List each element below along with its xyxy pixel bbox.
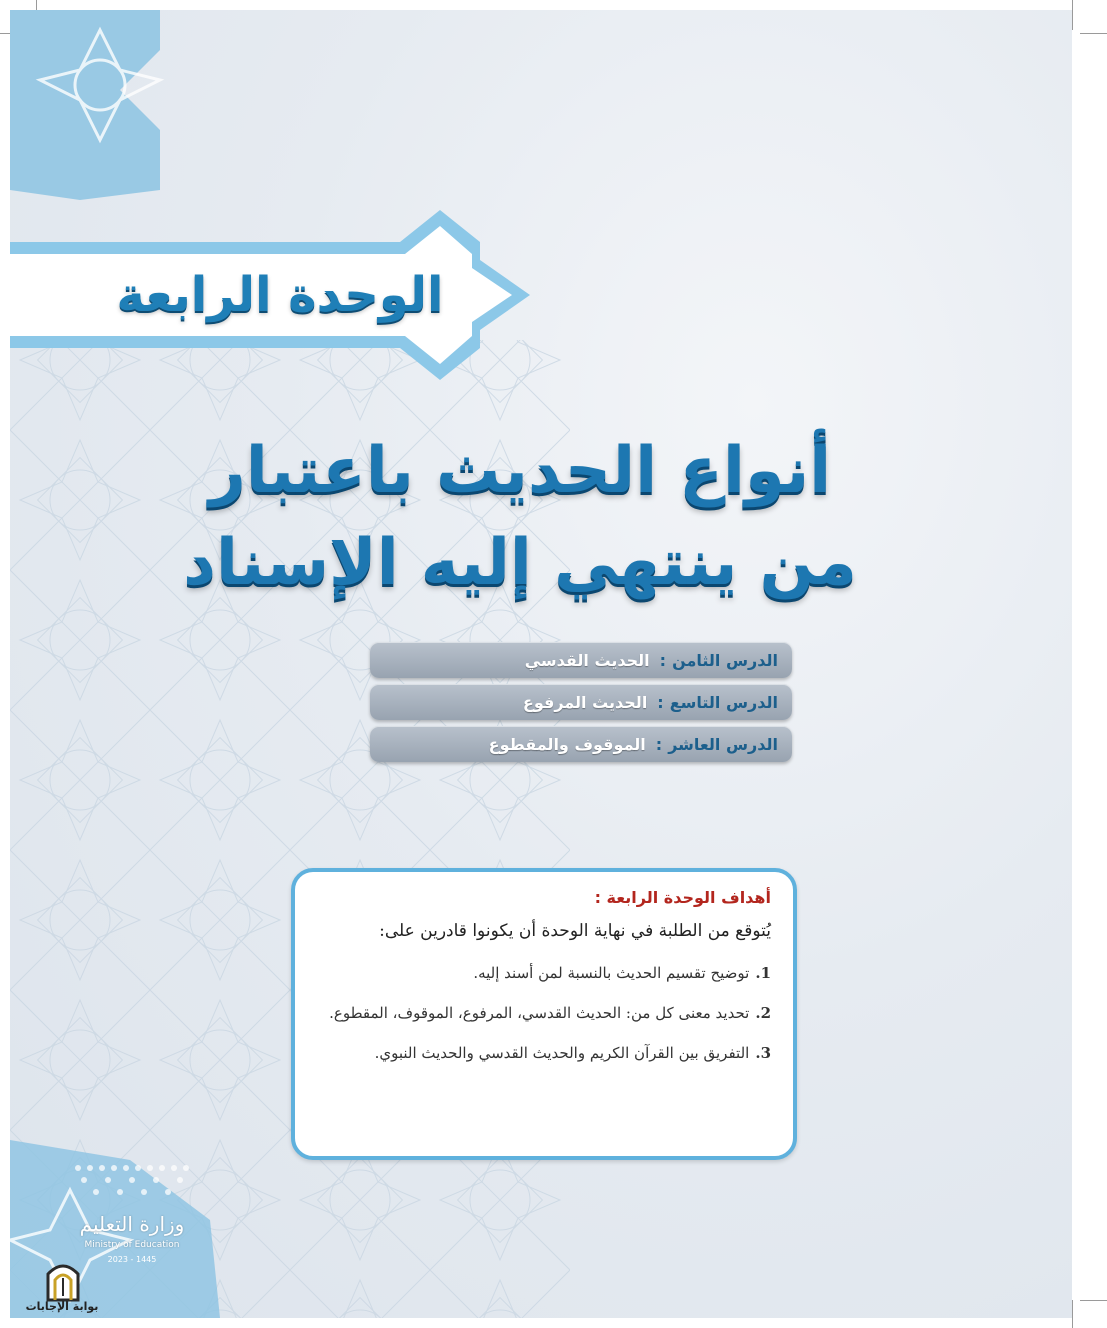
lesson-name: الموقوف والمقطوع [488, 734, 646, 754]
lesson-number: الدرس الثامن [672, 650, 778, 670]
ministry-name-arabic: وزارة التعليم [79, 1212, 185, 1236]
main-title-line-2: من ينتهي إليه الإسناد [183, 526, 857, 600]
crop-mark [1072, 1300, 1073, 1328]
lesson-bar [370, 642, 792, 678]
goals-heading: أهداف الوحدة الرابعة : [594, 888, 771, 907]
lesson-bar [370, 684, 792, 720]
main-title [170, 425, 870, 609]
lesson-name: الحديث المرفوع [522, 692, 648, 712]
crop-mark [1080, 1300, 1107, 1301]
lesson-name: الحديث القدسي [524, 650, 650, 670]
goal-item [315, 1039, 771, 1067]
goal-item [315, 959, 771, 987]
crop-mark [1072, 0, 1073, 30]
goals-intro: يُتوقع من الطلبة في نهاية الوحدة أن يكونوا قادرين على: [379, 921, 771, 941]
ministry-name-english: Ministry of Education [84, 1240, 180, 1250]
lesson-bar [370, 726, 792, 762]
goal-item [315, 999, 771, 1027]
goal-text: التفريق بين القرآن الكريم والحديث القدسي والحديث النبوي. [374, 1044, 750, 1062]
lesson-separator: : [657, 692, 664, 712]
lesson-number: الدرس التاسع [669, 692, 778, 712]
goal-number: 1. [755, 964, 771, 982]
goal-number: 3. [755, 1044, 771, 1062]
answers-portal-label: بوابة الإجابات [25, 1300, 99, 1313]
page [10, 10, 1072, 1318]
lessons-list [370, 642, 792, 768]
crop-mark [1080, 33, 1107, 34]
goal-text: توضيح تقسيم الحديث بالنسبة لمن أسند إليه. [473, 964, 750, 982]
ministry-year: 2023 - 1445 [107, 1255, 157, 1264]
lesson-separator: : [659, 650, 667, 670]
unit-goals-box [291, 868, 797, 1160]
main-title-line-1: أنواع الحديث باعتبار [208, 434, 832, 508]
goal-number: 2. [755, 1004, 771, 1022]
goal-text: تحديد معنى كل من: الحديث القدسي، المرفوع، الموقوف، المقطوع. [329, 1004, 750, 1022]
lesson-separator: : [655, 734, 663, 754]
unit-title: الوحدة الرابعة [116, 267, 444, 323]
lesson-number: الدرس العاشر [668, 734, 778, 754]
